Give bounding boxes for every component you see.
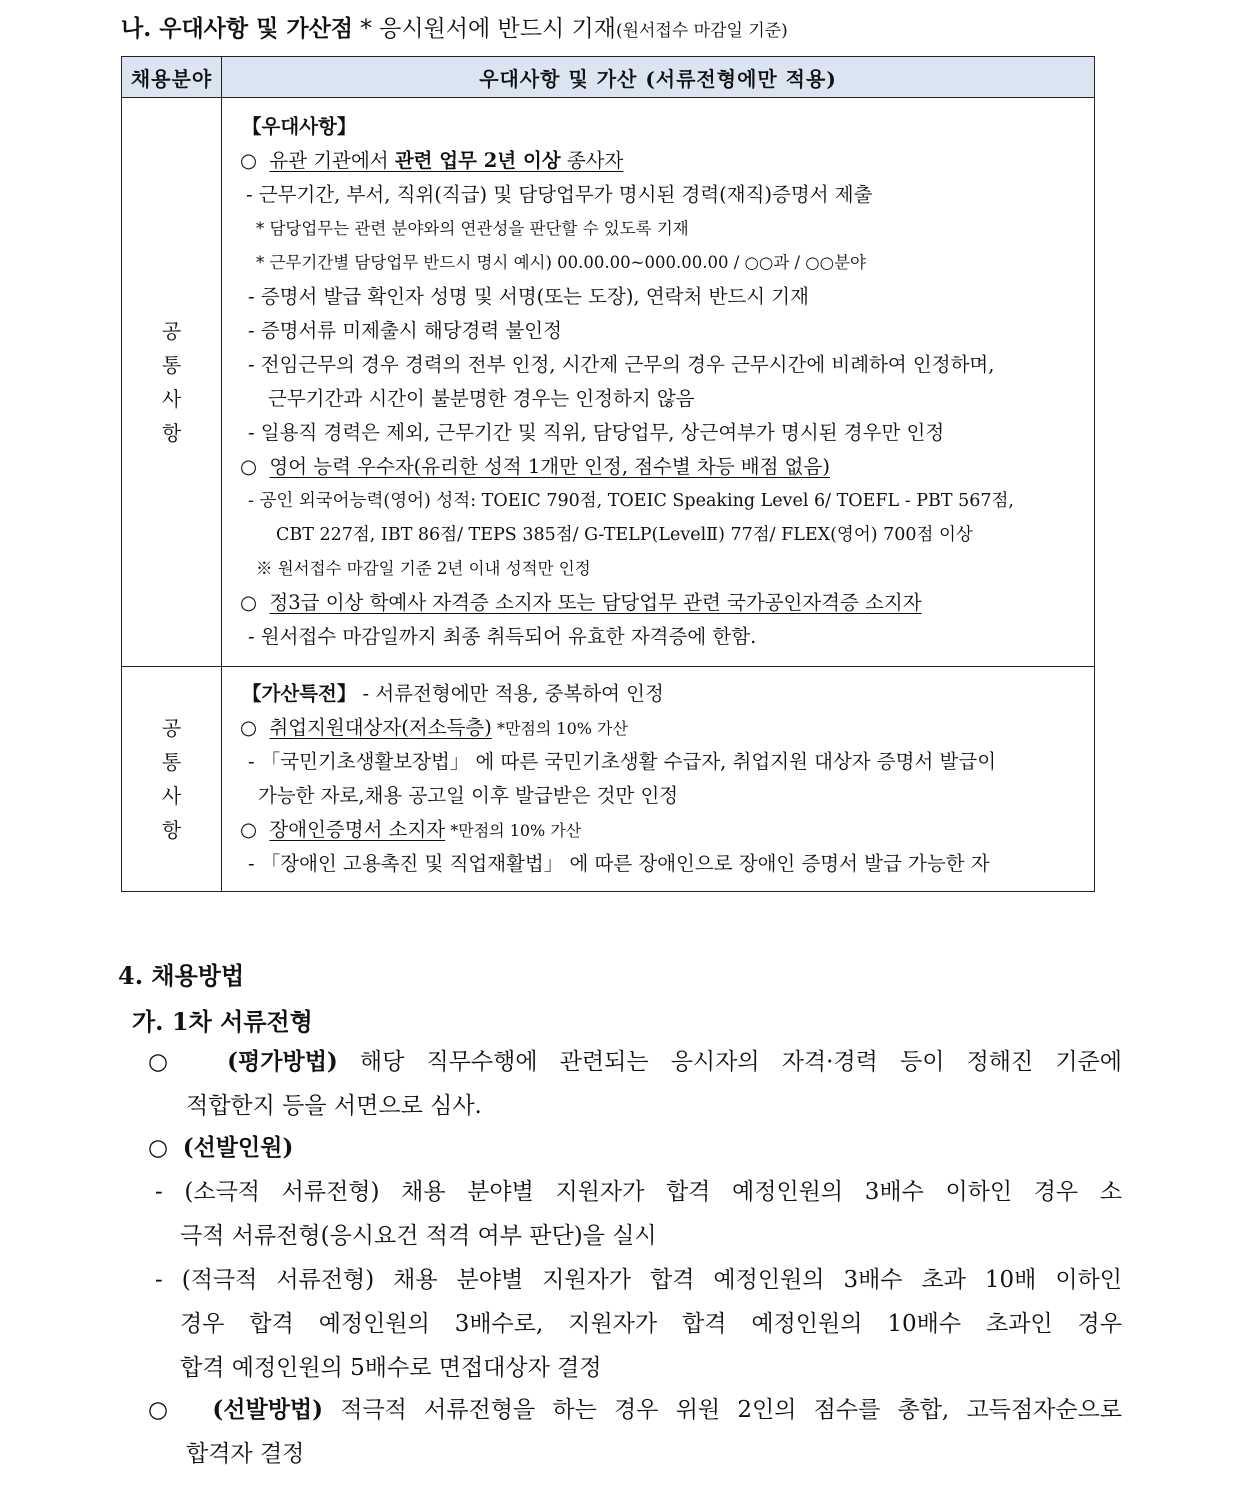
list-item: ○ 정3급 이상 학예사 자격증 소지자 또는 담당업무 관련 국가공인자격증 소지자	[240, 591, 922, 614]
table-header-row	[122, 57, 1095, 98]
paragraph: ○ (선발인원)	[148, 1134, 294, 1161]
table-row	[122, 98, 1095, 667]
list-item: ○ 유관 기관에서 관련 업무 2년 이상 종사자	[240, 149, 624, 172]
row-label: 공 통 사 항	[122, 667, 222, 892]
list-item: ○ 영어 능력 우수자(유리한 성적 1개만 인정, 점수별 차등 배점 없음)	[240, 455, 830, 478]
section-title: 4. 채용방법	[118, 961, 245, 990]
bonus-content: 【가산특전】 - 서류전형에만 적용, 중복하여 인정 ○ 취업지원대상자(저소득층) *만점의 10% 가산 - 「국민기초생활보장법」 에 따른 국민기초생활 수급자, 취업지원 대상자 증명서 발급이 가능한 자로,채용 공고일 이후 발급받은 것만 인정 ○ 장애인증명서 소지자 *만점의 10% 가산 - 「장애인 고용촉진 및 직업재활법」 에 따른 장애인으로 장애인 증명서 발급 가능한 자	[222, 667, 1095, 892]
header-field: 채용분야	[122, 57, 222, 98]
section-heading	[121, 10, 788, 43]
paragraph: ○ (평가방법) 해당 직무수행에 관련되는 응시자의 자격·경력 등이 정해진 기준에	[148, 1048, 1123, 1075]
table-row	[122, 667, 1095, 892]
heading-note: * 응시원서에 반드시 기재	[353, 16, 616, 42]
header-preference: 우대사항 및 가산 (서류전형에만 적용)	[222, 57, 1095, 98]
bonus-title: 【가산특전】	[242, 682, 357, 705]
preference-content: 【우대사항】 ○ 유관 기관에서 관련 업무 2년 이상 종사자 - 근무기간, 부서, 직위(직급) 및 담당업무가 명시된 경력(재직)증명서 제출 * 담당업무는 관련 분야와의 연관성을 판단할 수 있도록 기재 * 근무기간별 담당업무 반드시 명시 예시) 00.00.00~000.00.00 / ○○과 / ○○분야 - 증명서 발급 확인자 성명 및 서명(또는 도장), 연락처 반드시 기재 - 증명서류 미제출시 해당경력 불인정 - 전임근무의 경우 경력의 전부 인정, 시간제 근무의 경우 근무시간에 비례하여 인정하며, 근무기간과 시간이 불분명한 경우는 인정하지 않음 - 일용직 경력은 제외, 근무기간 및 직위, 담당업무, 상근여부가 명시된 경우만 인정 ○ 영어 능력 우수자(유리한 성적 1개만 인정, 점수별 차등 배점 없음) - 공인 외국어능력(영어) 성적: TOEIC 790점, TOEIC Speaking Level 6/ TOEFL - PBT 567점, CBT 227점, IBT 86점/ TEPS 385점/ G-TELP(LevelⅡ) 77점/ FLEX(영어) 700점 이상 ※ 원서접수 마감일 기준 2년 이내 성적만 인정 ○ 정3급 이상 학예사 자격증 소지자 또는 담당업무 관련 국가공인자격증 소지자 - 원서접수 마감일까지 최종 취득되어 유효한 자격증에 한함.	[222, 98, 1095, 667]
subsection-title: 가. 1차 서류전형	[132, 1007, 313, 1036]
preference-table	[121, 56, 1095, 892]
list-item: ○ 장애인증명서 소지자 *만점의 10% 가산	[240, 818, 582, 841]
list-item: ○ 취업지원대상자(저소득층) *만점의 10% 가산	[240, 716, 628, 739]
heading-title: 나. 우대사항 및 가산점	[121, 15, 353, 42]
paragraph: ○ (선발방법) 적극적 서류전형을 하는 경우 위원 2인의 점수를 총합, 고득점자순으로	[148, 1396, 1122, 1423]
heading-small-note: (원서접수 마감일 기준)	[615, 21, 788, 41]
preference-title: 【우대사항】	[242, 115, 357, 138]
row-label: 공 통 사 항	[122, 98, 222, 667]
